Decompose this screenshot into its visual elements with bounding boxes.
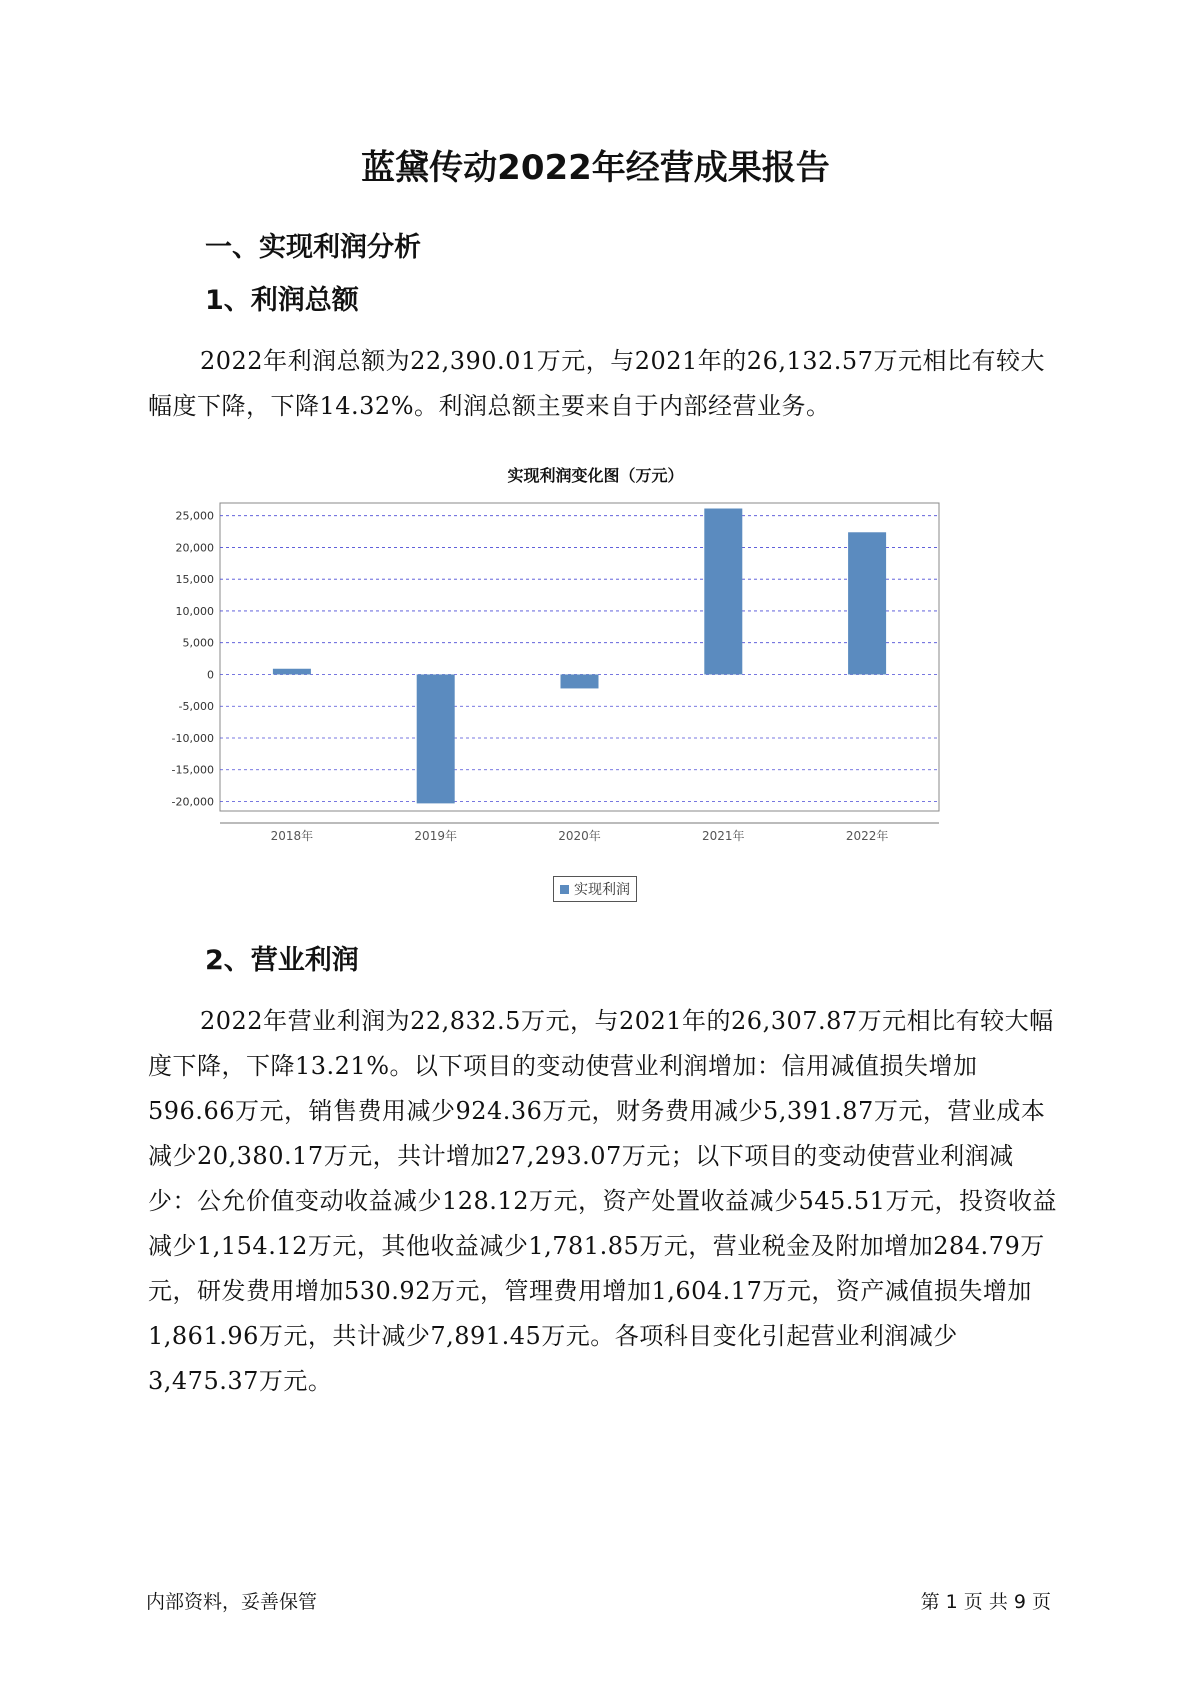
bar-2022年	[848, 532, 886, 674]
subsection-heading-profit-total: 1、利润总额	[205, 285, 359, 316]
bar-2020年	[561, 674, 599, 688]
y-tick-label: 25,000	[175, 509, 214, 523]
chart-title: 实现利润变化图（万元）	[507, 466, 684, 485]
y-tick-label: 20,000	[175, 541, 214, 555]
legend-swatch	[560, 885, 569, 894]
plot-area	[220, 503, 939, 811]
bar-2018年	[273, 669, 311, 675]
y-tick-label: 5,000	[182, 636, 214, 650]
bar-2019年	[417, 674, 455, 803]
y-tick-label: 10,000	[175, 604, 214, 618]
y-tick-label: 0	[207, 668, 214, 682]
x-tick-label: 2019年	[414, 829, 457, 843]
x-tick-label: 2021年	[702, 829, 745, 843]
y-tick-label: -10,000	[171, 731, 214, 745]
y-tick-label: -5,000	[178, 700, 214, 714]
section-heading: 一、实现利润分析	[205, 232, 421, 263]
subsection-heading-operating-profit: 2、营业利润	[205, 945, 359, 976]
report-title: 蓝黛传动2022年经营成果报告	[361, 148, 830, 188]
footer-page-number: 第 1 页 共 9 页	[920, 1591, 1051, 1613]
footer-confidential: 内部资料，妥善保管	[146, 1591, 318, 1613]
x-tick-label: 2020年	[558, 829, 601, 843]
profit-bar-chart	[160, 495, 960, 843]
x-tick-label: 2018年	[270, 829, 314, 843]
paragraph-profit-total: 2022年利润总额为22,390.01万元，与2021年的26,132.57万元相比有较大幅度下降，下降14.32%。利润总额主要来自于内部经营业务。	[148, 347, 1045, 420]
y-tick-label: -15,000	[171, 763, 214, 777]
legend-label: 实现利润	[574, 882, 630, 898]
chart-legend	[553, 876, 637, 902]
paragraph-operating-profit: 2022年营业利润为22,832.5万元，与2021年的26,307.87万元相比有较大幅度下降，下降13.21%。以下项目的变动使营业利润增加：信用减值损失增加596.66万元，销售费用减少924.36万元，财务费用减少5,391.87万元，营业成本减少20,380.17万元，共计增加27,293.07万元；以下项目的变动使营业利润减少：公允价值变动收益减少128.12万元，资产处置收益减少545.51万元，投资收益减少1,154.12万元，其他收益减少1,781.85万元，营业税金及附加增加284.79万元，研发费用增加530.92万元，管理费用增加1,604.17万元，资产减值损失增加1,861.96万元，共计减少7,891.45万元。各项科目变化引起营业利润减少3,475.37万元。	[148, 1007, 1057, 1395]
y-tick-label: 15,000	[175, 573, 214, 587]
bar-2021年	[704, 509, 742, 675]
y-tick-label: -20,000	[171, 795, 214, 809]
x-tick-label: 2022年	[845, 829, 889, 843]
